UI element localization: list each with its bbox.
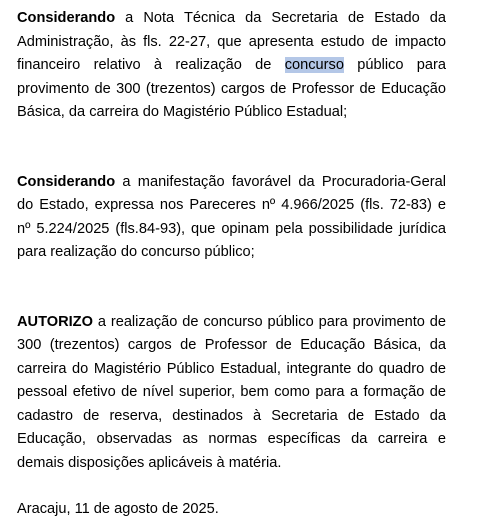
paragraph-autorizo [17, 311, 446, 476]
paragraph-text: a realização de concurso público para provimento de 300 (trezentos) cargos de Professor de Educação Básica, da carreira do Magistério Público Estadual, integrante do quadro de pessoal efetivo de nível superior, bem como para a formação de cadastro de reserva, destinados à Secretaria de Estado da Educação, observadas as normas específicas da carreira e demais disposições aplicáveis à matéria. [17, 313, 446, 471]
paragraph-lead: Considerando [17, 10, 116, 26]
place-and-date: Aracaju, 11 de agosto de 2025. [17, 501, 219, 517]
paragraph-considerando-nota-tecnica [17, 7, 446, 125]
paragraph-considerando-procuradoria [17, 171, 446, 265]
selected-text-highlight[interactable]: concurso [284, 57, 344, 73]
paragraph-text: a manifestação favorável da Procuradoria-Geral do Estado, expressa nos Pareceres nº 4.966/2025 (fls. 72-83) e nº 5.224/2025 (fls.84-93), que opinam pela possibilidade jurídica para realização do concurso público; [17, 173, 446, 260]
paragraph-text: a Nota Técnica da Secretaria de Estado da Administração, às fls. 22-27, que apresenta estudo de impacto financeiro relativo à realização de [17, 10, 446, 73]
paragraph-lead: AUTORIZO [17, 313, 93, 330]
paragraph-lead: Considerando [17, 173, 116, 190]
paragraph-text: público para provimento de 300 (trezentos) cargos de Professor de Educação Básica, da carreira do Magistério Público Estadual; [17, 57, 446, 120]
document-body [17, 7, 446, 522]
